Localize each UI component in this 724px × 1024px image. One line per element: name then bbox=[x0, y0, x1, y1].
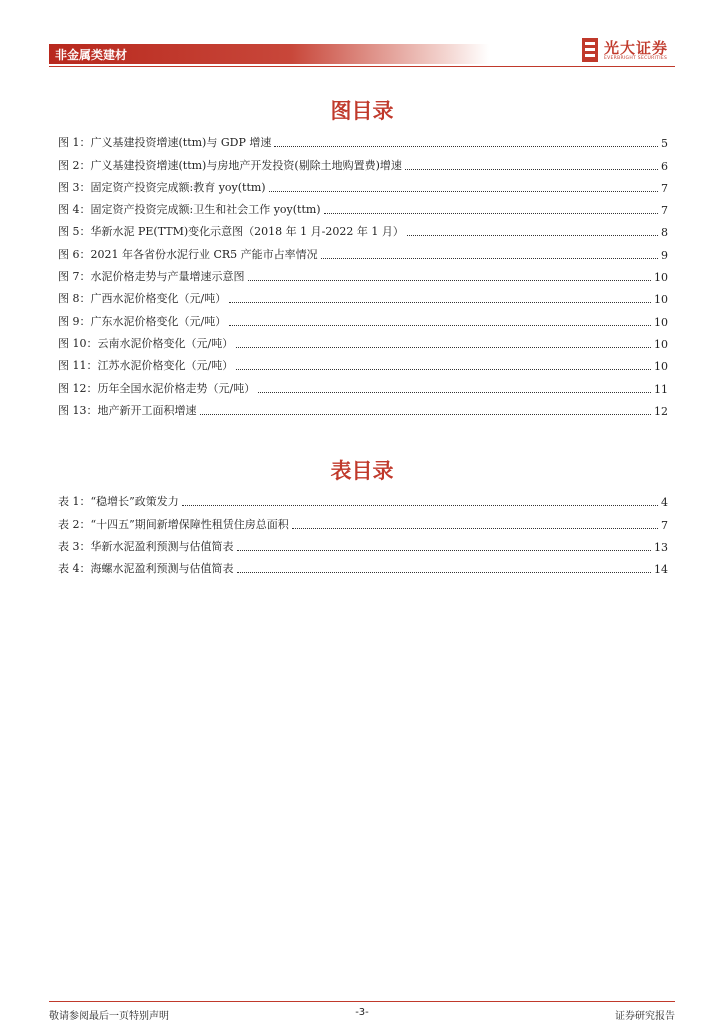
tables-entry[interactable] bbox=[58, 509, 668, 531]
dot-leader bbox=[248, 280, 652, 281]
figures-entry-page: 10 bbox=[654, 337, 668, 351]
header-divider bbox=[49, 66, 675, 67]
footer-doc-type: 证券研究报告 bbox=[615, 1011, 675, 1022]
dot-leader bbox=[229, 302, 651, 303]
figures-entry-label: 图 1：广义基建投资增速(ttm)与 GDP 增速 bbox=[58, 136, 272, 150]
figures-entry[interactable] bbox=[58, 195, 668, 217]
figures-entry-page: 11 bbox=[654, 382, 668, 396]
figures-entry[interactable] bbox=[58, 217, 668, 239]
dot-leader bbox=[237, 572, 652, 573]
dot-leader bbox=[236, 347, 651, 348]
dot-leader bbox=[274, 146, 658, 147]
figures-entry-page: 6 bbox=[661, 159, 668, 173]
dot-leader bbox=[269, 191, 658, 192]
figures-entry-page: 10 bbox=[654, 315, 668, 329]
table-list-title: 表目录 bbox=[330, 459, 394, 483]
figures-entry-page: 7 bbox=[661, 181, 668, 195]
figures-entry-label: 图 7：水泥价格走势与产量增速示意图 bbox=[58, 270, 245, 284]
footer-divider bbox=[49, 1001, 675, 1002]
tables-entry-page: 14 bbox=[654, 563, 668, 577]
figures-entry-label: 图 5：华新水泥 PE(TTM)变化示意图（2018 年 1 月-2022 年 1 月） bbox=[58, 225, 404, 239]
figures-entry[interactable] bbox=[58, 373, 668, 395]
tables-entry-label: 表 4：海螺水泥盈利预测与估值简表 bbox=[58, 562, 234, 576]
brand-logo bbox=[582, 36, 677, 66]
footer-page-number: -3- bbox=[355, 1007, 369, 1018]
figures-entry-label: 图 9：广东水泥价格变化（元/吨） bbox=[58, 314, 227, 328]
figures-entry-page: 12 bbox=[654, 404, 668, 418]
figures-entry[interactable] bbox=[58, 329, 668, 351]
figures-entry[interactable] bbox=[58, 284, 668, 306]
figures-entry-label: 图 3：固定资产投资完成额:教育 yoy(ttm) bbox=[58, 180, 266, 194]
figures-entry-page: 5 bbox=[661, 137, 668, 151]
dot-leader bbox=[292, 528, 658, 529]
figures-entry[interactable] bbox=[58, 306, 668, 328]
dot-leader bbox=[182, 505, 658, 506]
figures-entry[interactable] bbox=[58, 351, 668, 373]
dot-leader bbox=[407, 235, 658, 236]
tables-entry-label: 表 2：“十四五”期间新增保障性租赁住房总面积 bbox=[58, 517, 289, 531]
figures-entry-page: 10 bbox=[654, 293, 668, 307]
figures-entry[interactable] bbox=[58, 173, 668, 195]
figures-entry[interactable] bbox=[58, 239, 668, 261]
figure-list bbox=[58, 128, 668, 418]
dot-leader bbox=[229, 325, 651, 326]
figures-entry-label: 图 12：历年全国水泥价格走势（元/吨） bbox=[58, 381, 256, 395]
dot-leader bbox=[237, 550, 652, 551]
tables-entry-label: 表 3：华新水泥盈利预测与估值简表 bbox=[58, 539, 234, 553]
dot-leader bbox=[324, 213, 658, 214]
figures-entry-label: 图 2：广义基建投资增速(ttm)与房地产开发投资(剔除土地购置费)增速 bbox=[58, 158, 402, 172]
brand-logo-icon bbox=[582, 38, 598, 62]
dot-leader bbox=[405, 169, 658, 170]
figures-entry-page: 10 bbox=[654, 271, 668, 285]
tables-entry-label: 表 1：“稳增长”政策发力 bbox=[58, 495, 179, 509]
tables-entry-page: 4 bbox=[661, 496, 668, 510]
header-category: 非金属类建材 bbox=[55, 48, 128, 62]
figures-entry-page: 9 bbox=[661, 248, 668, 262]
figures-entry[interactable] bbox=[58, 150, 668, 172]
figures-entry-label: 图 4：固定资产投资完成额:卫生和社会工作 yoy(ttm) bbox=[58, 203, 321, 217]
figures-entry[interactable] bbox=[58, 262, 668, 284]
figures-entry-label: 图 6：2021 年各省份水泥行业 CR5 产能市占率情况 bbox=[58, 247, 318, 261]
dot-leader bbox=[321, 258, 658, 259]
figures-entry-label: 图 11：江苏水泥价格变化（元/吨） bbox=[58, 359, 234, 373]
figures-entry[interactable] bbox=[58, 128, 668, 150]
brand-name-en: EVERBRIGHT SECURITIES bbox=[604, 56, 668, 61]
tables-entry[interactable] bbox=[58, 532, 668, 554]
dot-leader bbox=[236, 369, 651, 370]
figures-entry-label: 图 8：广西水泥价格变化（元/吨） bbox=[58, 292, 227, 306]
figures-entry[interactable] bbox=[58, 396, 668, 418]
figures-entry-page: 8 bbox=[661, 226, 668, 240]
figures-entry-label: 图 10：云南水泥价格变化（元/吨） bbox=[58, 336, 234, 350]
dot-leader bbox=[200, 414, 652, 415]
footer-disclaimer: 敬请参阅最后一页特别声明 bbox=[49, 1011, 169, 1022]
header-category-bar bbox=[49, 44, 489, 64]
table-list bbox=[58, 487, 668, 576]
dot-leader bbox=[258, 392, 651, 393]
tables-entry-page: 7 bbox=[661, 518, 668, 532]
figures-entry-page: 10 bbox=[654, 360, 668, 374]
tables-entry[interactable] bbox=[58, 554, 668, 576]
figures-entry-label: 图 13：地产新开工面积增速 bbox=[58, 403, 197, 417]
brand-name-cn: 光大证券 bbox=[604, 39, 669, 57]
tables-entry-page: 13 bbox=[654, 540, 668, 554]
figure-list-title: 图目录 bbox=[330, 99, 394, 123]
tables-entry[interactable] bbox=[58, 487, 668, 509]
figures-entry-page: 7 bbox=[661, 204, 668, 218]
